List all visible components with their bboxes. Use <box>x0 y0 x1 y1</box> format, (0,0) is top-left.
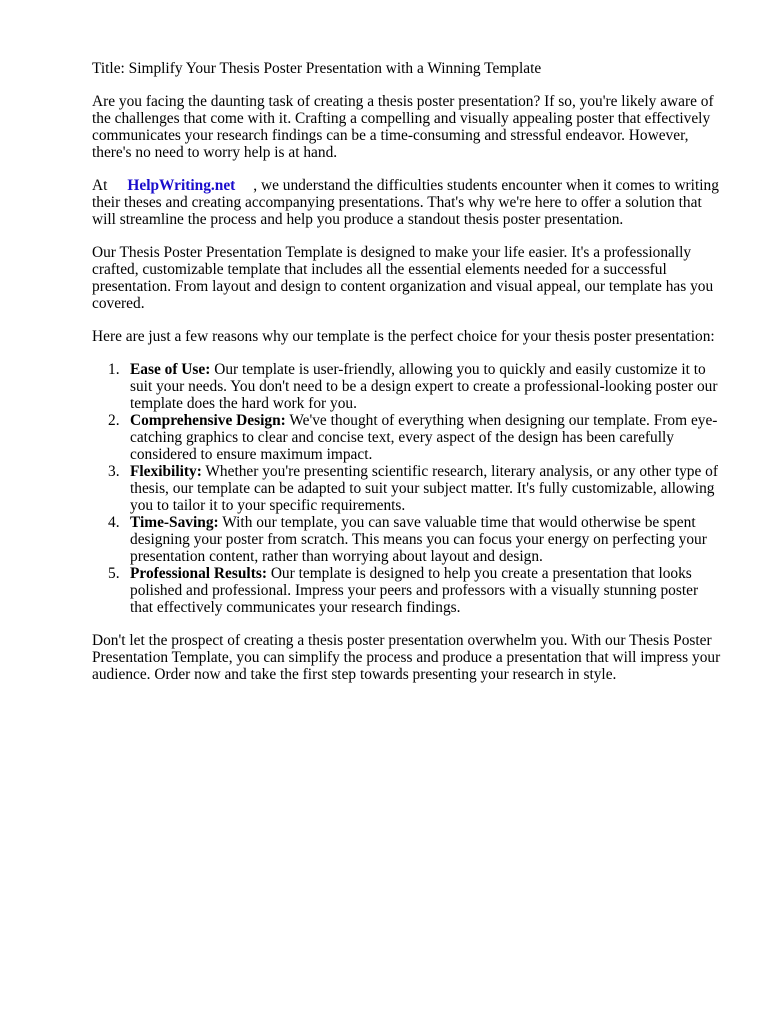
reason-term: Flexibility: <box>130 463 202 480</box>
reason-item <box>92 565 722 616</box>
reasons-intro: Here are just a few reasons why our template is the perfect choice for your thesis poster presentation: <box>92 328 715 345</box>
reason-term: Ease of Use: <box>130 361 211 378</box>
reason-number: 2. <box>108 412 120 429</box>
helpwriting-link[interactable]: HelpWriting.net <box>127 177 236 194</box>
document-page <box>92 60 722 699</box>
reason-number: 1. <box>108 361 120 378</box>
reason-number: 5. <box>108 565 120 582</box>
closing-paragraph: Don't let the prospect of creating a thesis poster presentation overwhelm you. With our Thesis Poster Presentation Template, you can simplify the process and produce a presentation that will impress your audience. Order now and take the first step towards presenting your research in style. <box>92 632 721 683</box>
reason-text: Our template is designed to help you create a presentation that looks polished and professional. Impress your peers and professors with a visually stunning poster that effectively communicates your research findings. <box>130 565 699 616</box>
reason-item <box>92 463 722 514</box>
helpwriting-prefix: At <box>92 177 108 194</box>
reason-item <box>92 412 722 463</box>
reason-term: Time-Saving: <box>130 514 219 531</box>
template-paragraph: Our Thesis Poster Presentation Template is designed to make your life easier. It's a professionally crafted, customizable template that includes all the essential elements needed for a successful presentation. From layout and design to content organization and visual appeal, our template has you covered. <box>92 244 714 312</box>
reason-text: We've thought of everything when designing our template. From eye-catching graphics to clear and concise text, every aspect of the design has been carefully considered to ensure maximum impact. <box>130 412 718 463</box>
reason-item <box>92 361 722 412</box>
reason-term: Professional Results: <box>130 565 267 582</box>
helpwriting-suffix: , we understand the difficulties students encounter when it comes to writing their theses and creating accompanying presentations. That's why we're here to offer a solution that will streamline the process and help you produce a standout thesis poster presentation. <box>92 177 719 228</box>
reason-term: Comprehensive Design: <box>130 412 286 429</box>
reason-item <box>92 514 722 565</box>
reason-number: 3. <box>108 463 120 480</box>
reason-text: With our template, you can save valuable time that would otherwise be spent designing your poster from scratch. This means you can focus your energy on perfecting your presentation content, rather than worrying about layout and design. <box>130 514 707 565</box>
reason-text: Whether you're presenting scientific research, literary analysis, or any other type of thesis, our template can be adapted to suit your subject matter. It's fully customizable, allowing you to tailor it to your specific requirements. <box>130 463 719 514</box>
reason-number: 4. <box>108 514 120 531</box>
helpwriting-paragraph <box>92 177 722 228</box>
reason-text: Our template is user-friendly, allowing you to quickly and easily customize it to suit your needs. You don't need to be a design expert to create a professional-looking poster our template does the hard work for you. <box>130 361 718 412</box>
intro-paragraph: Are you facing the daunting task of creating a thesis poster presentation? If so, you're likely aware of the challenges that come with it. Crafting a compelling and visually appealing poster that effectively communicates your research findings can be a time-consuming and stressful endeavor. However, there's no need to worry help is at hand. <box>92 93 714 161</box>
reasons-list <box>92 361 722 616</box>
document-title: Title: Simplify Your Thesis Poster Presentation with a Winning Template <box>92 60 542 77</box>
